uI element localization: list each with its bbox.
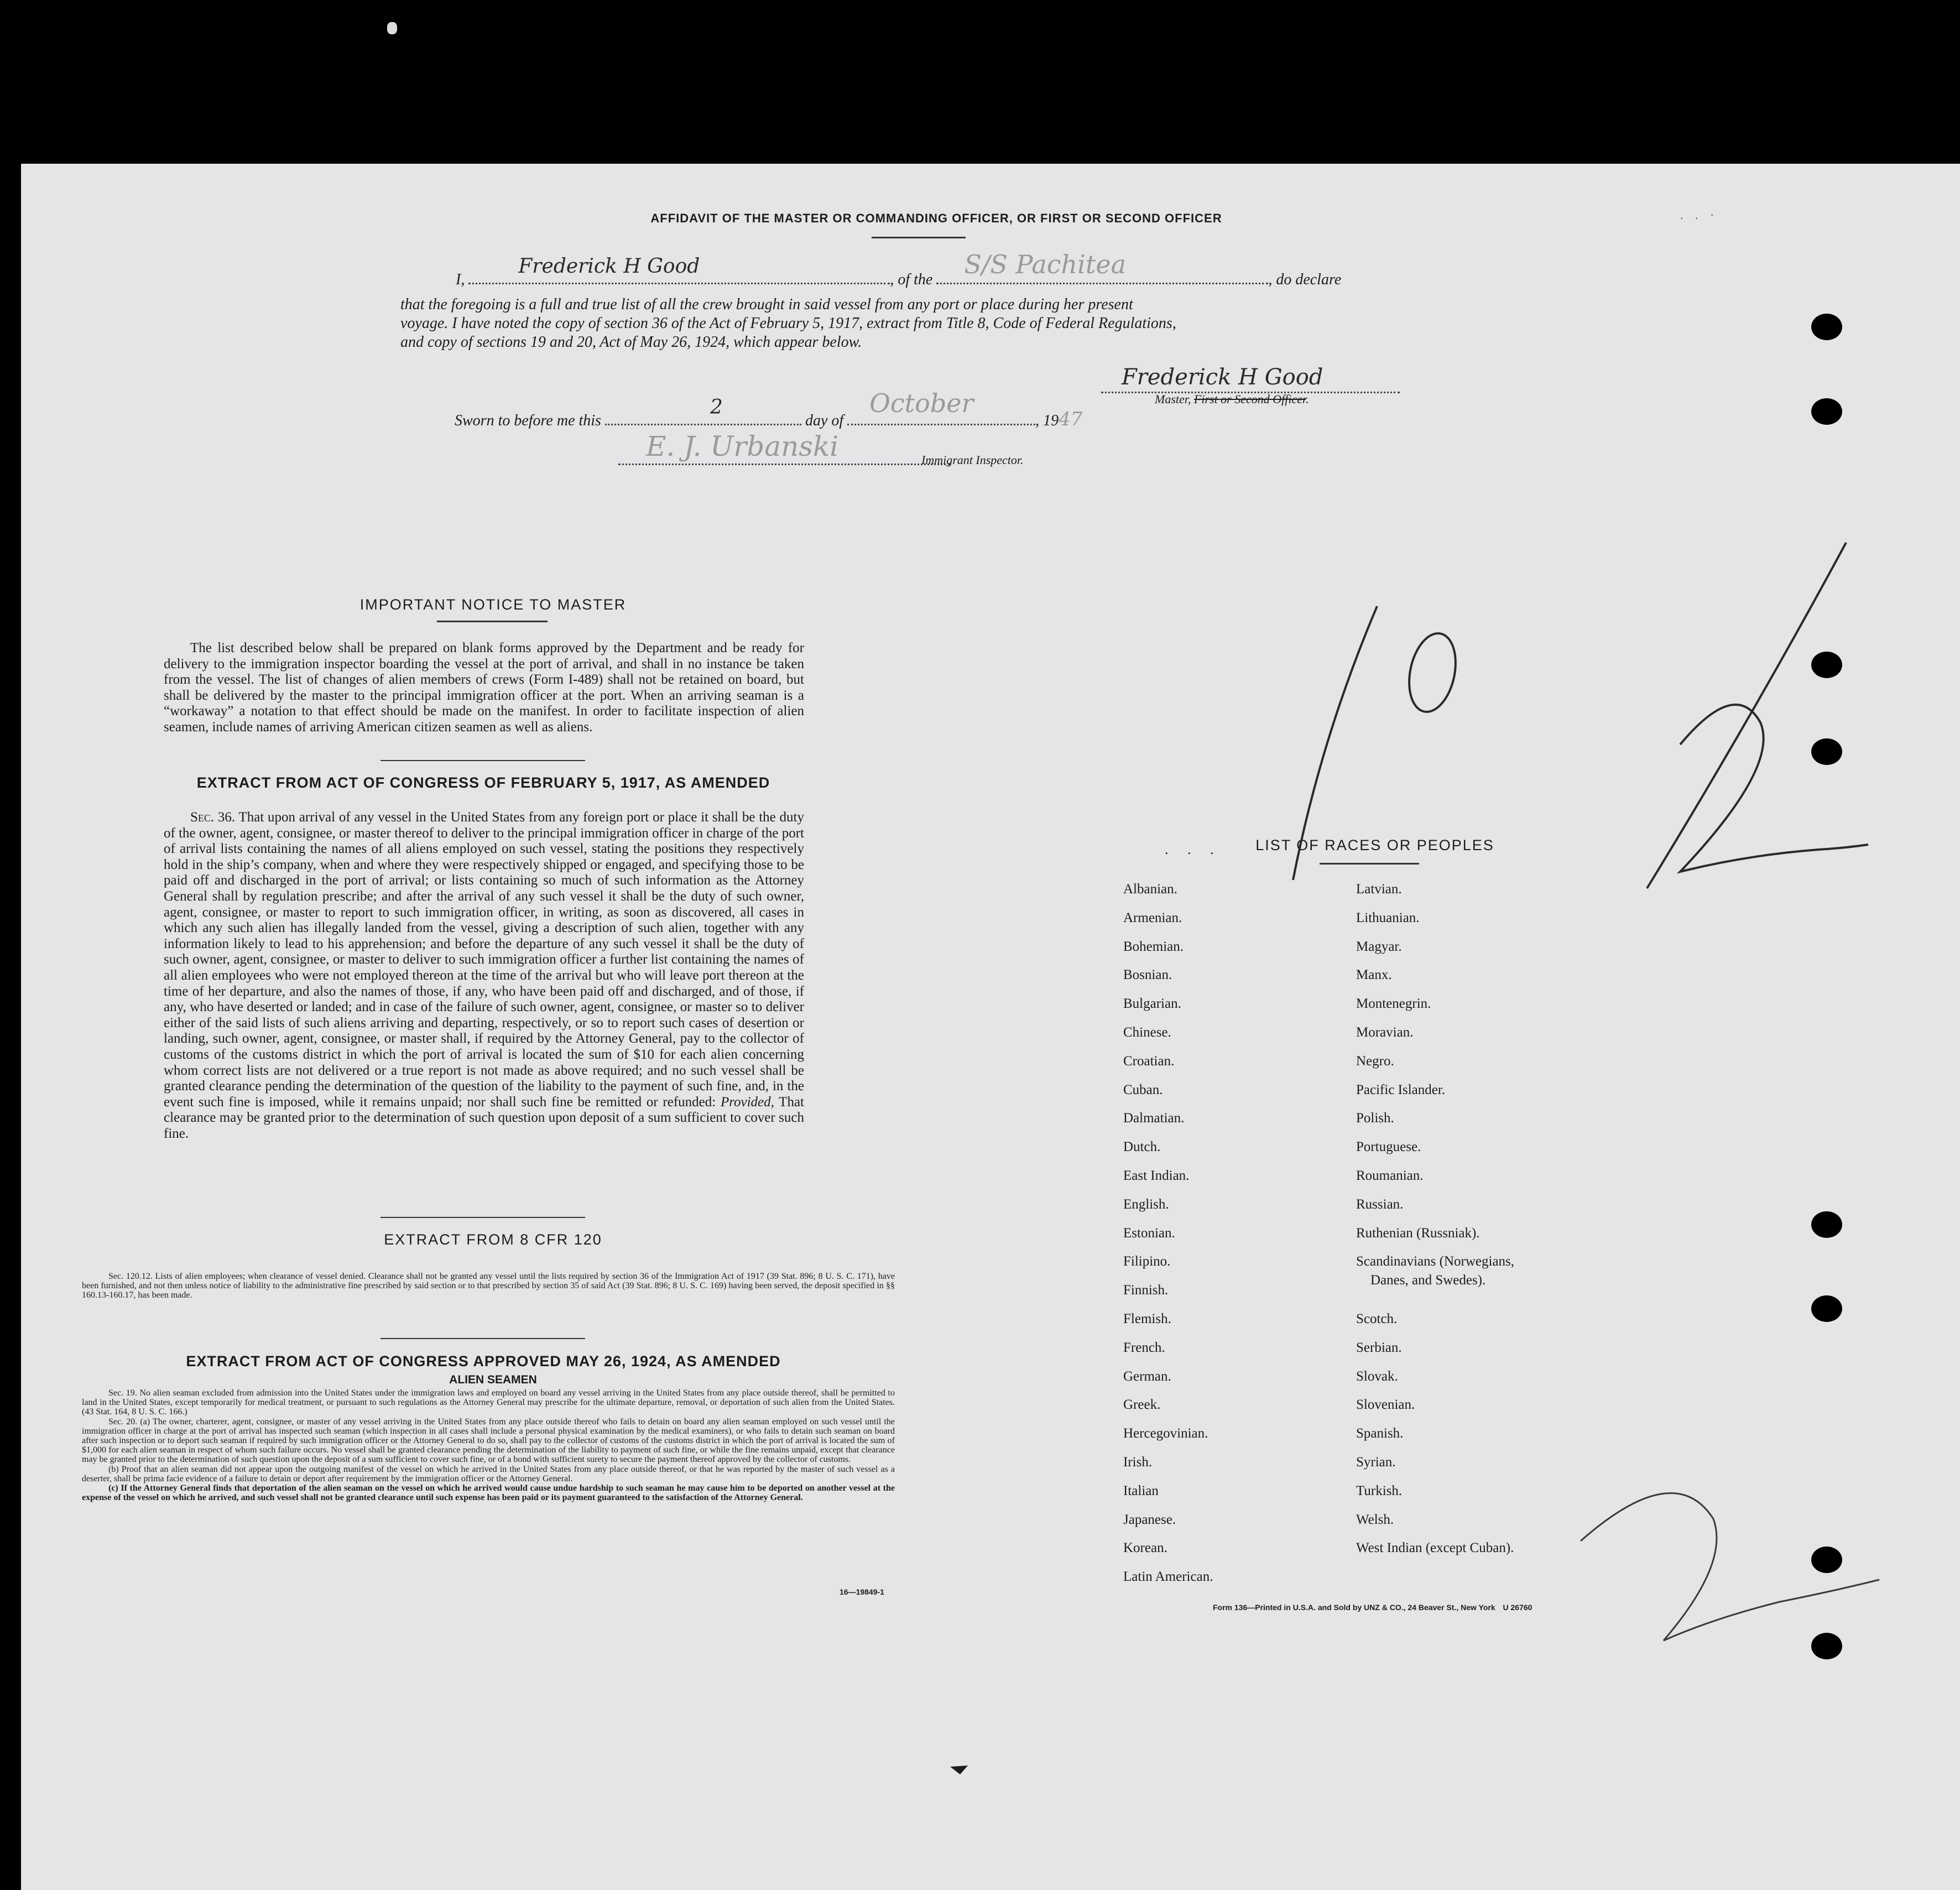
caption-struck: First or Second Officer [1193, 392, 1306, 406]
binder-hole-2 [1811, 398, 1842, 425]
race-item: East Indian. [1123, 1168, 1190, 1183]
race-item: Pacific Islander. [1356, 1082, 1446, 1097]
sec-20c-text: (c) If the Attorney General finds that deportation of the alien seaman on the vessel on which he arrived would cause undue hardship to such seaman he may cause him to be deported on another vessel at the expense of the vessel on which he arrived, and such vessel shall not be granted clearance until such expense has been paid or its payment guaranteed to the satisfaction of the Attorney General. [82, 1483, 895, 1503]
race-item: Estonian. [1123, 1225, 1175, 1241]
race-item: Irish. [1123, 1455, 1153, 1470]
race-item: Danes, and Swedes). [1370, 1273, 1486, 1288]
race-item: Magyar. [1356, 939, 1402, 954]
extract-cfr-text: Sec. 120.12. Lists of alien employees; when clearance of vessel denied. Clearance shall not be granted any vessel until the lists required by section 36 of the Immigration Act of 1917 (39 Stat. 896; 8 U. S. C. 171), have been furnished, and not then unless notice of liability to the administrative fine prescribed by said section or to that prescribed by section 35 of said Act (39 Stat. 896; 8 U. S. C. 169) having been served, the deposit specified in §§ 160.13-160.17, has been made. [82, 1272, 895, 1300]
day-field [605, 396, 801, 425]
vessel-field [936, 249, 1268, 284]
race-item: Syrian. [1356, 1455, 1396, 1470]
month-field [847, 388, 1035, 425]
binder-hole-5 [1811, 1211, 1842, 1238]
race-item: Dalmatian. [1123, 1111, 1185, 1126]
race-item: Flemish. [1123, 1311, 1171, 1326]
binder-hole-4 [1811, 738, 1842, 765]
race-item: Greek. [1123, 1397, 1161, 1413]
declarant-field [468, 255, 890, 284]
race-item: Portuguese. [1356, 1139, 1421, 1155]
race-item: Polish. [1356, 1111, 1394, 1126]
bottom-arrow-mark [950, 1766, 972, 1777]
printer-code: U 26760 [1503, 1603, 1532, 1612]
affidavit-title-rule [872, 237, 966, 238]
caption-period: . [1306, 392, 1309, 406]
binder-hole-1 [1811, 314, 1842, 340]
handwritten-10-2 [1260, 540, 1868, 982]
race-item: Latin American. [1123, 1569, 1213, 1585]
race-item: French. [1123, 1340, 1165, 1355]
caption-master: Master, [1155, 392, 1191, 406]
race-item: West Indian (except Cuban). [1356, 1540, 1514, 1556]
form-code: 16—19849-1 [840, 1587, 884, 1596]
inspector-signature: E. J. Urbanski [646, 430, 839, 462]
binder-hole-8 [1811, 1633, 1842, 1659]
race-item: Italian [1123, 1483, 1159, 1498]
declaration-line-1: that the foregoing is a full and true list of all the crew brought in said vessel from any port or place during her present [400, 296, 1133, 313]
race-item: Slovak. [1356, 1368, 1398, 1384]
race-item: Spanish. [1356, 1426, 1404, 1441]
i-label: I, [456, 271, 465, 288]
sec-20a-text: Sec. 20. (a) The owner, charterer, agent, consignee, or master of any vessel arriving in the United States from any place outside thereof who fails to detain on board any alien seaman employed on such vessel until the immigration officer in charge at the port of arrival has inspected such seaman (which inspection in all cases shall include a personal physical examination by the medical examiners), or who fails to detain such seaman on board after such inspection or to deport such seaman if required by such immigration officer or the Attorney General to do so, shall pay to the collector of customs of the customs district in which the port of arrival is located the sum of $1,000 for each alien seaman in respect of whom such failure occurs. No vessel shall be granted clearance pending the determination of the liability to payment of such fine, or while the fine remains unpaid, except that clearance may be granted prior to the determination of such question upon the deposit of a sum sufficient to cover such fine, or of a bond with sufficient surety to secure the payment thereof approved by the collector of customs. [82, 1417, 895, 1465]
master-caption [1155, 392, 1309, 407]
race-item: Moravian. [1356, 1025, 1414, 1040]
extract-cfr-title: EXTRACT FROM 8 CFR 120 [384, 1231, 602, 1248]
sworn-line [455, 388, 1083, 430]
races-title: LIST OF RACES OR PEOPLES [1255, 837, 1494, 853]
race-item: Japanese. [1123, 1512, 1176, 1527]
race-item: Armenian. [1123, 910, 1182, 925]
inspector-signature-line [618, 464, 950, 465]
binder-hole-3 [1811, 652, 1842, 678]
race-item: Croatian. [1123, 1053, 1175, 1069]
vessel-name: S/S Pachitea [964, 249, 1127, 279]
race-item: Hercegovinian. [1123, 1426, 1208, 1441]
race-item: Chinese. [1123, 1025, 1171, 1040]
race-item: Russian. [1356, 1196, 1404, 1212]
race-item: Lithuanian. [1356, 910, 1420, 925]
extract-1917-text [164, 810, 804, 1142]
sec-36-label: Sec. 36. [190, 810, 236, 825]
sworn-year: 47 [1059, 408, 1083, 430]
master-signature: Frederick H Good [1122, 365, 1323, 390]
notice-text: The list described below shall be prepared on blank forms approved by the Department and be ready for delivery to the immigration inspector boarding the vessel at the port of arrival, and shall in no instance be taken from the vessel. The list of changes of alien members of crews (Form I-489) shall not be retained on board, but shall be delivered by the master to the principal immigration officer at the port. When an arriving seaman is a “workaway” a notation to that effect should be made on the manifest. In order to facilitate inspection of alien seamen, include names of arriving American citizen seamen as well as aliens. [164, 641, 804, 735]
proviso-label: Provided, [720, 1094, 774, 1110]
top-left-speck [387, 22, 397, 34]
race-item: Montenegrin. [1356, 996, 1431, 1012]
race-item: Serbian. [1356, 1340, 1402, 1355]
race-item: German. [1123, 1368, 1171, 1384]
margin-specks: . . · [1680, 208, 1719, 222]
proviso-text: That clearance may be granted prior to the determination of such question upon deposit of a sum sufficient to cover such fine. [164, 1094, 804, 1141]
races-dots: . . . [1165, 841, 1222, 857]
extract-cfr-end-rule [380, 1338, 585, 1339]
race-item: Turkish. [1356, 1483, 1403, 1498]
race-item: Latvian. [1356, 882, 1402, 897]
extract-1924-body [82, 1388, 895, 1502]
binder-hole-6 [1811, 1295, 1842, 1322]
race-item: Ruthenian (Russniak). [1356, 1225, 1480, 1241]
race-item: English. [1123, 1196, 1169, 1212]
form-sheet [21, 164, 1960, 1890]
inspector-caption: Immigrant Inspector. [921, 453, 1024, 467]
race-item: Albanian. [1123, 882, 1177, 897]
sec-36-body: That upon arrival of any vessel in the United States from any foreign port or place it shall be the duty of the owner, agent, consignee, or master thereof to deliver to the principal immigration officer in charge of the port of arrival lists containing the names of all aliens employed on such vessel, stating the positions they respectively hold in the ship’s company, when and where they were respectively shipped or engaged, and specifying those to be paid off and discharged in the port of arrival; or lists containing so much of such information as the Attorney General shall by regulation prescribe; and after the arrival of any such vessel it shall be the duty of such owner, agent, consignee, or master to report to such immigration officer, in writing, as soon as discovered, all cases in which any such alien has illegally landed from the vessel, giving a description of such alien, together with any information likely to lead to his apprehension; and before the departure of any such vessel it shall be the duty of such owner, agent, consignee, or master to deliver to such immigration officer a further list containing the names of all alien employees who were not employed thereon at the time of the arrival but who will leave port thereon at the time of her departure, and also the names of those, if any, who have been paid off and discharged, and of those, if any, who have deserted or landed; and in case of the failure of such owner, agent, consignee, or master so to deliver either of the said lists of such aliens arriving and departing, respectively, or so to report such cases of desertion or landing, such owner, agent, consignee, or master shall, if required by the Attorney General, pay to the collector of customs of the customs district in which the port of arrival is located the sum of $10 for each alien concerning whom correct lists are not delivered or a true report is not made as above required; and no such vessel shall be granted clearance pending the determination of the question of the liability to the payment of such fine, and, in the event such fine is imposed, while it remains unpaid; nor shall such fine be remitted or refunded: [164, 810, 804, 1110]
extract-1917-end-rule [380, 1217, 585, 1218]
race-item: Manx. [1356, 967, 1392, 983]
race-item: Roumanian. [1356, 1168, 1424, 1183]
race-item: Slovenian. [1356, 1397, 1415, 1413]
year-prefix: , 19 [1035, 412, 1059, 429]
declaration-line-3: and copy of sections 19 and 20, Act of May 26, 1924, which appear below. [400, 334, 862, 351]
race-item: Bosnian. [1123, 967, 1172, 983]
affidavit-title: AFFIDAVIT OF THE MASTER OR COMMANDING OFFICER, OR FIRST OR SECOND OFFICER [650, 211, 1222, 225]
race-item: Cuban. [1123, 1082, 1163, 1097]
of-the-label: , of the [890, 271, 933, 288]
race-item: Filipino. [1123, 1254, 1171, 1269]
race-item: Scandinavians (Norwegians, [1356, 1254, 1515, 1269]
race-item: Scotch. [1356, 1311, 1398, 1326]
declaration-line [456, 249, 1468, 289]
printer-text: Form 136—Printed in U.S.A. and Sold by UNZ & CO., 24 Beaver St., New York [1213, 1603, 1495, 1612]
race-item: Welsh. [1356, 1512, 1394, 1527]
sec-19-text: Sec. 19. No alien seaman excluded from admission into the United States under the immigration laws and employed on board any vessel arriving in the United States from any place outside thereof, shall be permitted to land in the United States, except temporarily for medical treatment, or pursuant to such regulations as the Attorney General may prescribe for the ultimate departure, removal, or deportation of such alien from the United States. (43 Stat. 164, 8 U. S. C. 166.) [82, 1388, 895, 1417]
race-item: Finnish. [1123, 1283, 1169, 1298]
handwritten-corner-2 [1547, 1469, 1901, 1657]
extract-1924-subtitle: ALIEN SEAMEN [449, 1373, 537, 1386]
race-item: Bulgarian. [1123, 996, 1181, 1012]
sworn-month: October [869, 388, 974, 418]
sworn-label: Sworn to before me this [455, 412, 601, 429]
notice-title-rule [437, 621, 548, 622]
binder-hole-7 [1811, 1547, 1842, 1573]
notice-title: IMPORTANT NOTICE TO MASTER [359, 596, 627, 613]
race-item: Korean. [1123, 1540, 1167, 1556]
day-of-label: day of [805, 412, 844, 429]
declaration-body [400, 295, 1468, 352]
printer-line [1213, 1603, 1532, 1612]
race-item: Dutch. [1123, 1139, 1161, 1155]
race-item: Bohemian. [1123, 939, 1184, 954]
notice-end-rule [380, 760, 585, 761]
declaration-line-2: voyage. I have noted the copy of section 36 of the Act of February 5, 1917, extract from Title 8, Code of Federal Regulations, [400, 315, 1176, 332]
extract-1917-title: EXTRACT FROM ACT OF CONGRESS OF FEBRUARY 5, 1917, AS AMENDED [196, 774, 770, 791]
race-item: Negro. [1356, 1053, 1394, 1069]
sec-20b-text: (b) Proof that an alien seaman did not appear upon the outgoing manifest of the vessel on which he arrived in the United States from any place outside thereof, or that he was reported by the master of such vessel as a deserter, shall be prima facie evidence of a failure to detain or deport after requirement by the immigration officer or the Attorney General. [82, 1464, 895, 1483]
extract-1924-title: EXTRACT FROM ACT OF CONGRESS APPROVED MAY 26, 1924, AS AMENDED [186, 1353, 781, 1370]
do-declare-label: , do declare [1268, 271, 1342, 288]
declarant-name: Frederick H Good [518, 255, 700, 278]
sworn-day: 2 [710, 396, 723, 419]
